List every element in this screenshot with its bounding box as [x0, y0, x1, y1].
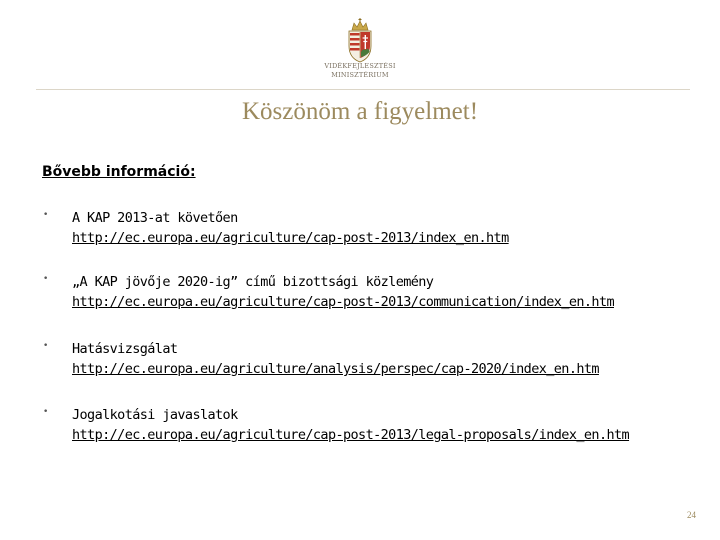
- bullet-icon: •: [43, 210, 49, 220]
- ministry-name-line-2: MINISZTÉRIUM: [331, 70, 389, 79]
- list-item-link[interactable]: http://ec.europa.eu/agriculture/analysis/perspec/cap-2020/index_en.htm: [72, 361, 599, 377]
- bullet-icon: •: [43, 407, 49, 417]
- header-divider: [36, 89, 690, 90]
- list-item-link[interactable]: http://ec.europa.eu/agriculture/cap-post-2013/index_en.htm: [72, 230, 509, 246]
- hungarian-coat-of-arms-icon: [344, 18, 376, 64]
- section-heading: Bővebb információ:: [42, 164, 196, 180]
- slide-title: Köszönöm a figyelmet!: [241, 98, 479, 125]
- bullet-icon: •: [43, 341, 49, 351]
- ministry-name-line-1: VIDÉKFEJLESZTÉSI: [324, 62, 396, 70]
- ministry-logo-text: [300, 62, 420, 79]
- page-number: 24: [687, 510, 696, 520]
- list-item-link[interactable]: http://ec.europa.eu/agriculture/cap-post-2013/legal-proposals/index_en.htm: [72, 427, 630, 443]
- list-item-text: „A KAP jövője 2020-ig” című bizottsági közlemény: [72, 274, 434, 290]
- list-item-text: Jogalkotási javaslatok: [72, 407, 238, 423]
- bullet-icon: •: [43, 274, 49, 284]
- list-item-text: Hatásvizsgálat: [72, 341, 178, 357]
- list-item-text: A KAP 2013-at követően: [72, 210, 238, 226]
- list-item-link[interactable]: http://ec.europa.eu/agriculture/cap-post-2013/communication/index_en.htm: [72, 294, 614, 310]
